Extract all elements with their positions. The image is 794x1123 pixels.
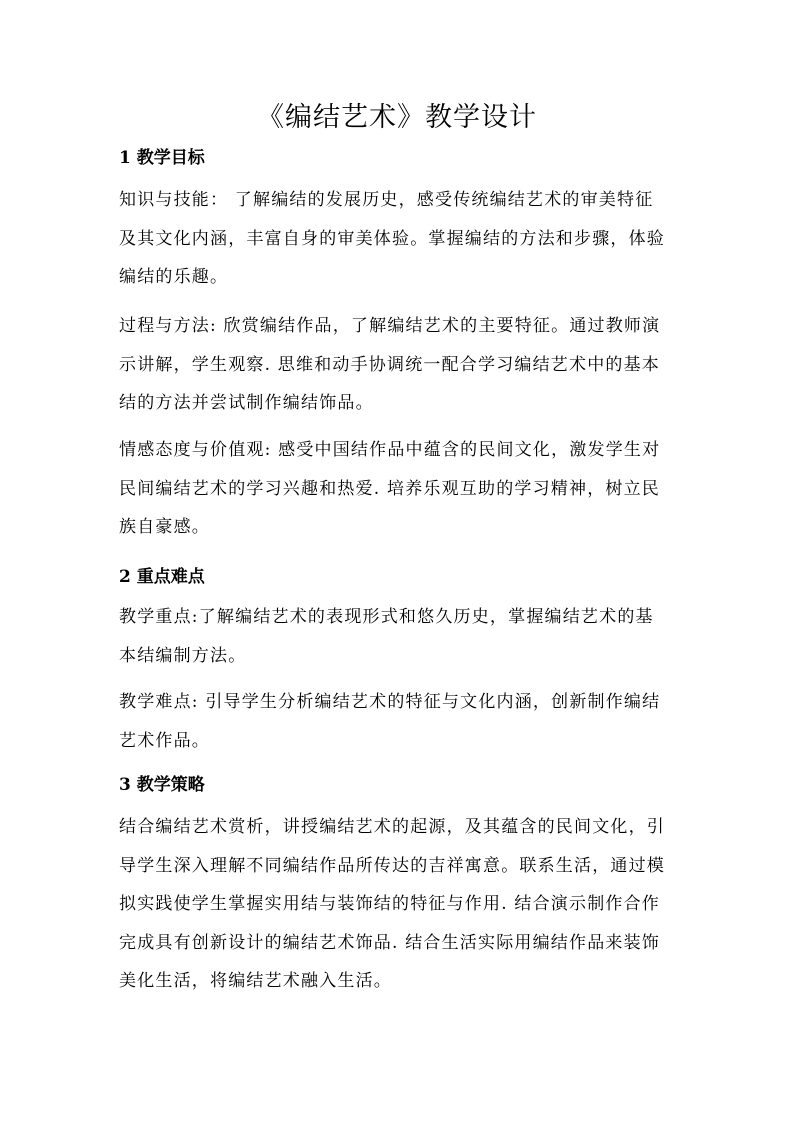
text-line: 族自豪感。 bbox=[119, 517, 210, 538]
section-heading-strategy: 3 教学策略 bbox=[119, 775, 205, 795]
text-line: 知识与技能： 了解编结的发展历史，感受传统编结艺术的审美特征 bbox=[119, 190, 654, 210]
paragraph-attitudes-values bbox=[119, 431, 679, 547]
text-line: 情感态度与价值观: 感受中国结作品中蕴含的民间文化，激发学生对 bbox=[119, 440, 661, 460]
paragraph-key-point bbox=[119, 598, 679, 675]
text-line: 拟实践使学生掌握实用结与装饰结的特征与作用. 结合演示制作合作 bbox=[119, 894, 661, 915]
text-line: 示讲解，学生观察. 思维和动手协调统一配合学习编结艺术中的基本 bbox=[119, 354, 661, 375]
paragraph-knowledge-skills bbox=[119, 181, 679, 297]
text-line: 过程与方法: 欣赏编结作品，了解编结艺术的主要特征。通过教师演 bbox=[119, 316, 661, 336]
text-line: 美化生活，将编结艺术融入生活。 bbox=[119, 971, 392, 992]
text-line: 艺术作品。 bbox=[119, 730, 210, 751]
text-line: 完成具有创新设计的编结艺术饰品. 结合生活实际用编结作品来装饰 bbox=[119, 932, 661, 953]
text-line: 教学难点: 引导学生分析编结艺术的特征与文化内涵，创新制作编结 bbox=[119, 692, 661, 712]
text-line: 结的方法并尝试制作编结饰品。 bbox=[119, 393, 374, 414]
text-line: 编结的乐趣。 bbox=[119, 267, 229, 288]
paragraph-process-methods bbox=[119, 307, 679, 423]
document-title: 《编结艺术》教学设计 bbox=[257, 102, 537, 133]
text-line: 结合编结艺术赏析，讲授编结艺术的起源，及其蕴含的民间文化，引 bbox=[119, 817, 665, 837]
text-line: 本结编制方法。 bbox=[119, 645, 247, 666]
paragraph-difficult-point bbox=[119, 683, 679, 760]
text-line: 导学生深入理解不同编结作品所传达的吉祥寓意。联系生活，通过模 bbox=[119, 855, 665, 876]
paragraph-teaching-strategy bbox=[119, 808, 679, 1001]
text-line: 教学重点:了解编结艺术的表现形式和悠久历史，掌握编结艺术的基 bbox=[119, 607, 654, 627]
section-heading-key-points: 2 重点难点 bbox=[119, 567, 205, 587]
text-line: 民间编结艺术的学习兴趣和热爱. 培养乐观互助的学习精神，树立民 bbox=[119, 478, 661, 499]
section-heading-objectives: 1 教学目标 bbox=[119, 148, 205, 168]
text-line: 及其文化内涵，丰富自身的审美体验。掌握编结的方法和步骤，体验 bbox=[119, 228, 665, 249]
